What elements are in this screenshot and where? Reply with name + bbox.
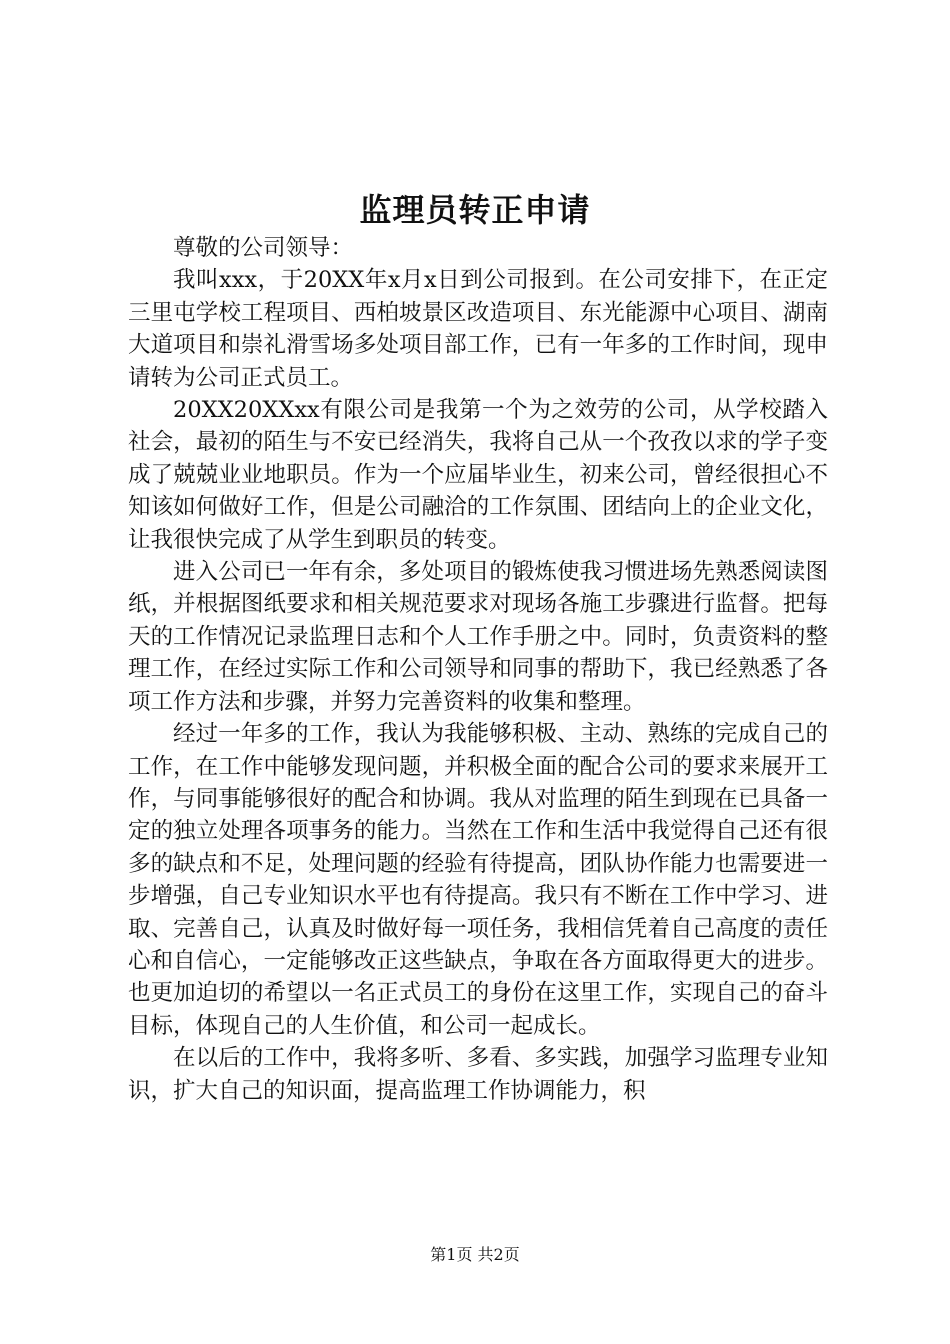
paragraph-5: 在以后的工作中，我将多听、多看、多实践，加强学习监理专业知识，扩大自己的知识面，提高监理工作协调能力，积 [128, 1045, 828, 1104]
page-title: 监理员转正申请 [359, 191, 591, 229]
paragraph-3: 进入公司已一年有余，多处项目的锻炼使我习惯进场先熟悉阅读图纸，并根据图纸要求和相关规范要求对现场各施工步骤进行监督。把每天的工作情况记录监理日志和个人工作手册之中。同时，负责资料的整理工作，在经过实际工作和公司领导和同事的帮助下，我已经熟悉了各项工作方法和步骤，并努力完善资料的收集和整理。 [128, 559, 828, 715]
paragraph-4: 经过一年多的工作，我认为我能够积极、主动、熟练的完成自己的工作，在工作中能够发现问题，并积极全面的配合公司的要求来展开工作，与同事能够很好的配合和协调。我从对监理的陌生到现在已具备一定的独立处理各项事务的能力。当然在工作和生活中我觉得自己还有很多的缺点和不足，处理问题的经验有待提高，团队协作能力也需要进一步增强，自己专业知识水平也有待提高。我只有不断在工作中学习、进取、完善自己，认真及时做好每一项任务，我相信凭着自己高度的责任心和自信心，一定能够改正这些缺点，争取在各方面取得更大的进步。也更加迫切的希望以一名正式员工的身份在这里工作，实现自己的奋斗目标，体现自己的人生价值，和公司一起成长。 [128, 721, 828, 1039]
document-body [128, 232, 828, 1107]
paragraph-2: 20XX20XXxx有限公司是我第一个为之效劳的公司，从学校踏入社会，最初的陌生与不安已经消失，我将自己从一个孜孜以求的学子变成了兢兢业业地职员。作为一个应届毕业生，初来公司，曾经很担心不知该如何做好工作，但是公司融洽的工作氛围、团结向上的企业文化，让我很快完成了从学生到职员的转变。 [128, 397, 828, 553]
salutation: 尊敬的公司领导： [173, 235, 354, 261]
page-number-footer: 第1页 共2页 [430, 1245, 520, 1264]
paragraph-1: 我叫xxx，于20XX年x月x日到公司报到。在公司安排下，在正定三里屯学校工程项目、西柏坡景区改造项目、东光能源中心项目、湖南大道项目和崇礼滑雪场多处项目部工作，已有一年多的工作时间，现申请转为公司正式员工。 [128, 267, 828, 391]
